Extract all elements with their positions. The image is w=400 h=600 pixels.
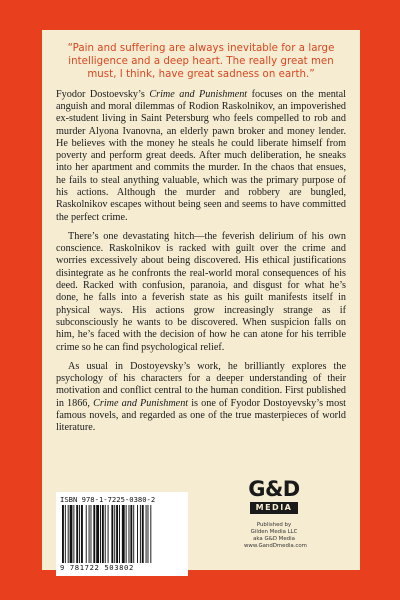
barcode-bar (73, 505, 74, 563)
barcode-bar (119, 505, 120, 563)
barcode-bar (130, 505, 132, 563)
barcode-bar (129, 505, 130, 563)
logo-media-text: MEDIA (250, 502, 298, 514)
barcode-bar (70, 505, 73, 563)
barcode-bar (126, 505, 127, 563)
barcode-bar (111, 505, 113, 563)
barcode-bar (100, 505, 101, 563)
book-title: Crime and Punishment (93, 397, 189, 409)
barcode-bar (91, 505, 92, 563)
publisher-line: www.GandDmedia.com (244, 543, 307, 549)
barcode-bar (81, 505, 83, 563)
epigraph-quote (56, 42, 346, 82)
logo-gd-text: G&D (248, 477, 300, 501)
barcode-bar (146, 505, 147, 563)
barcode-bar (79, 505, 80, 563)
barcode-bar (140, 505, 141, 563)
barcode-bar (150, 505, 151, 563)
barcode-bar (76, 505, 78, 563)
summary-paragraph-1 (56, 89, 346, 224)
publisher-line: aka G&D Media (253, 536, 295, 542)
book-title: Crime and Punishment (149, 88, 248, 100)
barcode-bar (142, 505, 144, 563)
publisher-line: Gilden Media LLC (250, 529, 298, 535)
barcode-bar (133, 505, 134, 563)
barcode-bar (148, 505, 149, 563)
barcode-bar (65, 505, 66, 563)
publisher-logo (244, 477, 304, 517)
text-run: Fyodor Dostoevsky’s (56, 88, 150, 100)
summary-paragraph-2: There’s one devastating hitch—the feverish delirium of his own conscience. Raskolnikov is racked with guilt over the crime and worries excessively about being discovered. His ethical justifications disintegrate as he confronts the real-world moral consequences of his deed. Racked with confusion, paranoia, and disgust for what he’s done, he falls into a feverish state as his guilt manifests itself in physical ways. His actions grow increasingly strange as if subconsciously he wants to be discovered. When suspicion falls on him, he’s faced with the decision of how he can atone for his terrible crime so he can find psychological relief. (56, 230, 346, 353)
barcode-bar (137, 505, 138, 563)
text-run: As usual in Dostoyevsky’s work, he brilliantly explores the psychology of his characters for a deeper understanding of their motivation and conflict central to the human condition. First published in 1866, (56, 360, 346, 409)
barcode-bar (89, 505, 90, 563)
quote-line: must, I think, have great sadness on earth.” (87, 69, 315, 81)
summary-paragraph-3 (56, 361, 346, 435)
barcode-bar (96, 505, 99, 563)
barcode-bar (105, 505, 106, 563)
barcode-bar (114, 505, 115, 563)
quote-line: “Pain and suffering are always inevitable for a large (67, 43, 335, 54)
publisher-line: Published by (256, 522, 292, 528)
barcode-bar (102, 505, 104, 563)
barcode-bars (62, 505, 182, 563)
barcode-digits: 9 781722 503802 (60, 563, 134, 572)
quote-line: intelligence and a deep heart. The really great men (68, 56, 334, 68)
barcode-bar (62, 505, 64, 563)
barcode-bar (108, 505, 109, 563)
isbn-number: ISBN 978-1-7225-0380-2 (60, 495, 156, 504)
barcode-bar (86, 505, 87, 563)
barcode-bar (122, 505, 125, 563)
text-run: is one of Fyodor Dostoyevsky’s most famous novels, and regarded as one of the true masterpieces of world literature. (56, 397, 346, 434)
barcode-bar (116, 505, 118, 563)
text-panel (42, 30, 360, 570)
publisher-info (244, 522, 307, 550)
text-run: focuses on the mental anguish and moral dilemmas of Rodion Raskolnikov, an impoverished ex-student living in Saint Petersburg who feels compelled to rob and murder Alyona Ivanovna, an elderly pawn broker and money lender. He believes with the money he steals he could liberate himself from poverty and perform great deeds. After much deliberation, he sneaks into her apartment and commits the murder. In the chaos that ensues, he fails to steal anything valuable, which was the primary purpose of his actions. Although the murder and robbery are bungled, Raskolnikov escapes without being seen and seems to have committed the perfect crime. (56, 88, 346, 223)
isbn-barcode (56, 492, 188, 576)
barcode-bar (68, 505, 69, 563)
barcode-bar (93, 505, 95, 563)
